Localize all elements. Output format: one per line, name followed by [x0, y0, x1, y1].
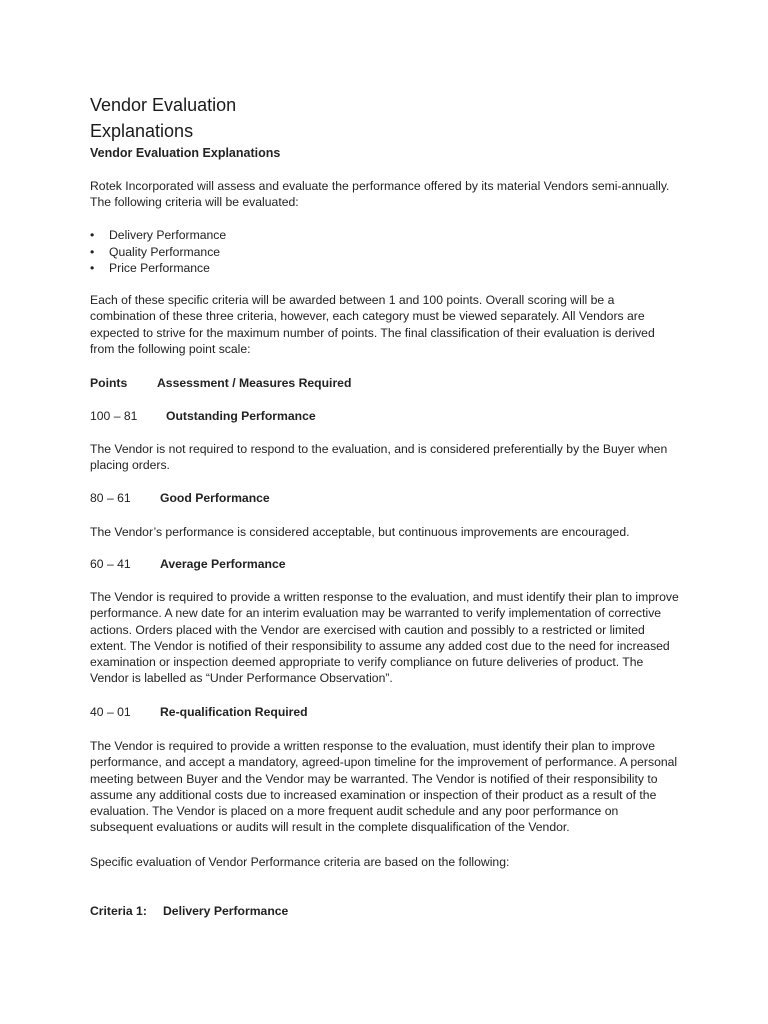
bullet-glyph: •: [90, 261, 95, 275]
level-name: Re-qualification Required: [160, 705, 308, 719]
level-name: Average Performance: [160, 557, 286, 571]
intro-paragraph: Rotek Incorporated will assess and evaluate the performance offered by its material Vendors semi-annually. The following criteria will be evaluated:: [90, 179, 670, 210]
level-range: 100 – 81: [90, 409, 138, 423]
level-range: 60 – 41: [90, 557, 131, 571]
document-title-line-1: Vendor Evaluation: [90, 95, 237, 115]
bullet-glyph: •: [90, 228, 95, 242]
bullet-item: [90, 244, 226, 261]
bullet-item: [90, 227, 226, 244]
level-heading-requalification: [90, 705, 308, 719]
bullet-text: Quality Performance: [109, 244, 221, 259]
specific-evaluation-paragraph: Specific evaluation of Vendor Performance criteria are based on the following:: [90, 855, 510, 869]
level-description-requalification: The Vendor is required to provide a written response to the evaluation, must identify their plan to improve performance, and accept a mandatory, agreed-upon timeline for the improvement of performance. A personal meeting between Buyer and the Vendor may be warranted. The Vendor is notified of their responsibility to assume any additional costs due to increased examination or inspection of their product as a result of the evaluation. The Vendor is placed on a more frequent audit schedule and any poor performance on subsequent evaluations or audits will result in the complete disqualification of the Vendor.: [90, 739, 678, 835]
scale-header: [90, 376, 351, 390]
bullet-glyph: •: [90, 244, 95, 259]
bullet-text: Price Performance: [109, 261, 210, 275]
level-range: 80 – 61: [90, 491, 131, 505]
criteria-1-heading: [90, 904, 288, 918]
bullet-item: [90, 260, 226, 277]
level-description-good: The Vendor’s performance is considered acceptable, but continuous improvements are encouraged.: [90, 525, 630, 539]
criteria-bullet-list: [90, 227, 226, 277]
scoring-paragraph: Each of these specific criteria will be awarded between 1 and 100 points. Overall scoring will be a combination of these three criteria, however, each category must be viewed separately. All Vendors are expected to strive for the maximum number of points. The final classification of their evaluation is derived from the following point scale:: [90, 293, 655, 356]
level-heading-good: [90, 491, 270, 505]
document-subtitle: Vendor Evaluation Explanations: [90, 146, 281, 160]
bullet-text: Delivery Performance: [109, 228, 227, 242]
level-range: 40 – 01: [90, 705, 131, 719]
level-name: Outstanding Performance: [166, 409, 316, 423]
criteria-label: Criteria 1:: [90, 904, 147, 918]
scale-header-points: Points: [90, 376, 128, 390]
scale-header-assessment: Assessment / Measures Required: [157, 376, 352, 390]
level-description-average: The Vendor is required to provide a written response to the evaluation, and must identify their plan to improve performance. A new date for an interim evaluation may be warranted to verify implementation of corrective actions. Orders placed with the Vendor are exercised with caution and possibly to a restricted or limited extent. The Vendor is notified of their responsibility to assume any added cost due to the need for increased examination or inspection deemed appropriate to verify compliance on future deliveries of product. The Vendor is labelled as “Under Performance Observation”.: [90, 590, 679, 686]
criteria-name: Delivery Performance: [163, 904, 289, 918]
level-heading-average: [90, 557, 286, 571]
level-heading-outstanding: [90, 409, 316, 423]
level-description-outstanding: The Vendor is not required to respond to the evaluation, and is considered preferentially by the Buyer when placing orders.: [90, 442, 668, 473]
level-name: Good Performance: [160, 491, 270, 505]
document-title-line-2: Explanations: [90, 121, 194, 141]
